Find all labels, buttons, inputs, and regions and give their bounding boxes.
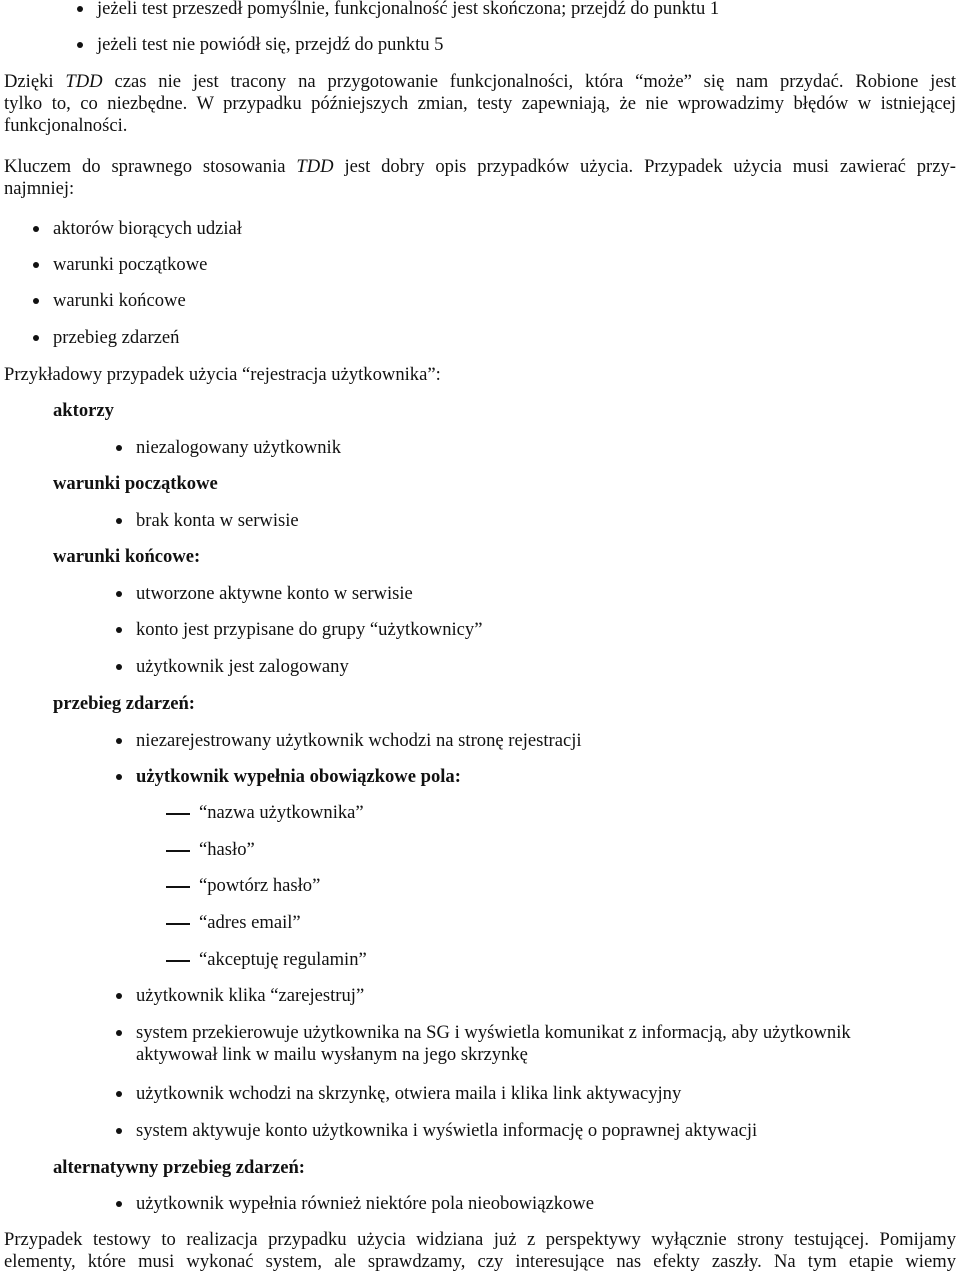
list-item: użytkownik wypełnia również niektóre pola nieobowiązkowe bbox=[136, 1193, 594, 1214]
section-heading-alt-flow: alternatywny przebieg zdarzeń: bbox=[53, 1157, 305, 1178]
tdd-term: TDD bbox=[65, 71, 103, 92]
list-item: użytkownik wchodzi na skrzynkę, otwiera maila i klika link aktywacyjny bbox=[136, 1083, 682, 1104]
section-heading-postconditions: warunki końcowe: bbox=[53, 546, 201, 567]
section-heading-actors: aktorzy bbox=[53, 400, 114, 421]
list-item: brak konta w serwisie bbox=[136, 510, 299, 531]
intro-bullet: jeżeli test nie powiódł się, przejdź do punktu 5 bbox=[97, 34, 444, 55]
paragraph-use-cases: Kluczem do sprawnego stosowania TDD jest dobry opis przypadków użycia. Przypadek użycia musi zawierać przy- najmniej: bbox=[4, 156, 956, 199]
list-item: warunki początkowe bbox=[53, 254, 208, 275]
list-item: przebieg zdarzeń bbox=[53, 327, 180, 348]
list-item: konto jest przypisane do grupy “użytkownicy” bbox=[136, 619, 483, 640]
paragraph-test-case: Przypadek testowy to realizacja przypadku użycia widziana już z perspektywy wyłącznie strony testującej. Pomijamy elementy, które musi wykonać system, ale sprawdzamy, czy interesujące nas efekty zaszły. Na tym etapie wiemy bbox=[4, 1229, 956, 1272]
list-item: system przekierowuje użytkownika na SG i wyświetla komunikat z informacją, aby użytkownik aktywował link w mailu wysłanym na jego skrzynkę bbox=[136, 1022, 851, 1065]
field-item: “hasło” bbox=[199, 839, 255, 860]
list-item: użytkownik jest zalogowany bbox=[136, 656, 349, 677]
tdd-term: TDD bbox=[296, 156, 334, 177]
intro-bullet: jeżeli test przeszedł pomyślnie, funkcjonalność jest skończona; przejdź do punktu 1 bbox=[97, 0, 720, 19]
field-item: “adres email” bbox=[199, 912, 301, 933]
section-heading-flow: przebieg zdarzeń: bbox=[53, 693, 195, 714]
list-item: warunki końcowe bbox=[53, 290, 186, 311]
list-item: użytkownik wypełnia obowiązkowe pola: bbox=[136, 766, 461, 787]
field-item: “akceptuję regulamin” bbox=[199, 949, 367, 970]
paragraph-tdd-benefits: Dzięki TDD czas nie jest tracony na przygotowanie funkcjonalności, która “może” się nam przydać. Robione jest tylko to, co niezbędne. W przypadku późniejszych zmian, testy zapewniają, że nie wprowadzimy błędów w istniejącej funkcjonalności. bbox=[4, 71, 956, 136]
list-item: niezalogowany użytkownik bbox=[136, 437, 341, 458]
field-item: “nazwa użytkownika” bbox=[199, 802, 364, 823]
list-item: aktorów biorących udział bbox=[53, 218, 242, 239]
list-item: niezarejestrowany użytkownik wchodzi na stronę rejestracji bbox=[136, 730, 582, 751]
example-intro: Przykładowy przypadek użycia “rejestracja użytkownika”: bbox=[4, 364, 441, 385]
section-heading-preconditions: warunki początkowe bbox=[53, 473, 218, 494]
list-item: utworzone aktywne konto w serwisie bbox=[136, 583, 413, 604]
list-item: system aktywuje konto użytkownika i wyświetla informację o poprawnej aktywacji bbox=[136, 1120, 758, 1141]
field-item: “powtórz hasło” bbox=[199, 875, 321, 896]
list-item: użytkownik klika “zarejestruj” bbox=[136, 985, 365, 1006]
